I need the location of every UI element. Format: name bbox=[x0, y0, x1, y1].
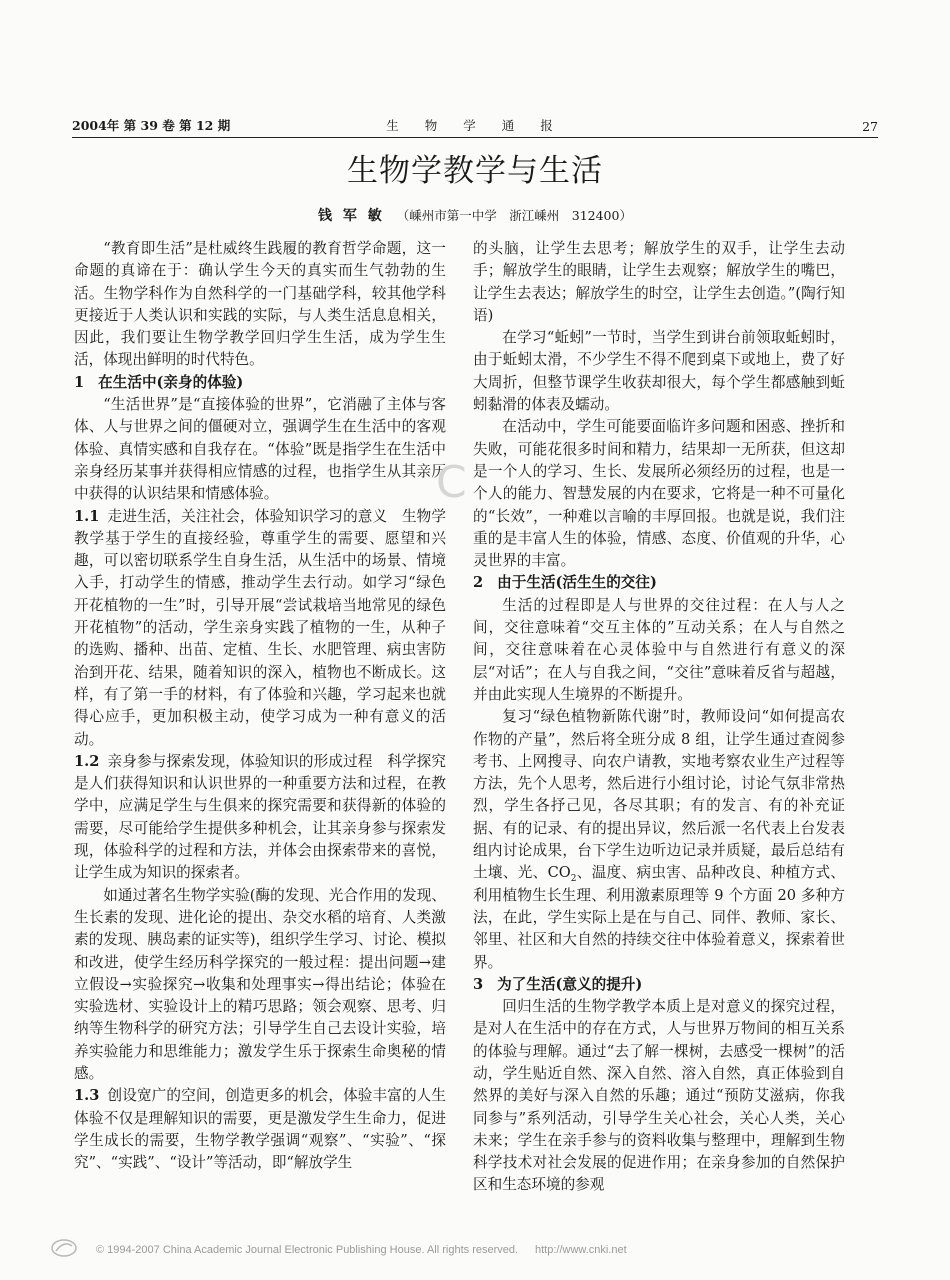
paragraph: 如通过著名生物学实验(酶的发现、光合作用的发现、生长素的发现、进化论的提出、杂交水稻的培育、人类激素的发现、胰岛素的证实等)，组织学生学习、讨论、模拟和改进，使学生经历科学探究的一般过程：提出问题→建立假设→实验探究→收集和处理事实→得出结论；体验在实验选材、实验设计上的精巧思路；领会观察、思考、归纳等生物科学的研究方法；引导学生自己去设计实验，培养实验能力和思维能力；激发学生乐于探索生命奥秘的情感。 bbox=[74, 886, 446, 1082]
subsection-text: 亲身参与探索发现，体验知识的形成过程 科学探究是人们获得知识和认识世界的一种重要方法和过程，在教学中，应满足学生与生俱来的探究需要和获得新的体验的需要，尽可能给学生提供多种机会，让其亲身参与探索发现，体验科学的过程和方法，并体会由探索带来的喜悦，让学生成为知识的探索者。 bbox=[74, 752, 446, 882]
paragraph: 在活动中，学生可能要面临许多问题和困惑、挫折和失败，可能花很多时间和精力，结果却一无所获，但这却是一个人的学习、生长、发展所必须经历的过程，也是一个人的能力、智慧发展的内在要求，它将是一种不可量化的“长效”，一种难以言喻的丰厚回报。也就是说，我们注重的是丰富人生的体验，情感、态度、价值观的升华，心灵世界的丰富。 bbox=[473, 418, 845, 570]
copyright-notice: © 1994-2007 China Academic Journal Electronic Publishing House. All rights reserved. bbox=[96, 1244, 519, 1256]
intro-paragraph: “教育即生活”是杜威终生践履的教育哲学命题，这一命题的真谛在于：确认学生今天的真实而生气勃勃的生活。生物学科作为自然科学的一门基础学科，较其他学科更接近于人类认识和实践的实际，与人类生活息息相关，因此，我们要让生物学教学回归学生生活，成为学生生活，体现出鲜明的时代特色。 bbox=[74, 240, 446, 369]
section-heading-2 bbox=[473, 572, 845, 594]
page-footer bbox=[0, 1242, 950, 1262]
section-number: 1 bbox=[74, 373, 85, 391]
article-title: 生物学教学与生活 bbox=[347, 153, 603, 189]
paragraph: 在学习“蚯蚓”一节时，当学生到讲台前领取蚯蚓时，由于蚯蚓太滑，不少学生不得不爬到桌下或地上，费了好大周折，但整节课学生收获却很大，每个学生都感触到蚯蚓黏滑的体表及蠕动。 bbox=[473, 329, 845, 414]
text-run: 复习“绿色植物新陈代谢”时，教师设问“如何提高农作物的产量”，然后将全班分成 8 组，让学生通过查阅参考书、上网搜寻、向农户请教，实地考察农业生产过程等方法，先个人思考，然后进行小组讨论，讨论气氛非常热烈，学生各抒己见，各尽其职；有的发言、有的补充证据、有的记录、有的提出异议，然后派一名代表上台发表组内讨论成果，台下学生边听边记录并质疑，最后总结有土壤、光、CO bbox=[473, 708, 845, 882]
running-header bbox=[72, 117, 878, 138]
subsection-number: 1.3 bbox=[74, 1087, 100, 1105]
paragraph bbox=[473, 706, 845, 974]
subsection-1-2 bbox=[74, 751, 446, 885]
section-title: 由于生活(活生生的交往) bbox=[497, 574, 657, 592]
section-number: 2 bbox=[473, 574, 484, 592]
subsection-1-1 bbox=[74, 506, 446, 751]
section-heading-3 bbox=[473, 974, 845, 996]
subscript: 2 bbox=[570, 874, 577, 885]
subsection-text: 创设宽广的空间，创造更多的机会，体验丰富的人生 体验不仅是理解知识的需要，更是激发学生生命力，促进学生成长的需要，生物学教学强调“观察”、“实验”、“探究”、“实践”、“设计”等活动，即“解放学生 bbox=[74, 1087, 461, 1172]
byline bbox=[0, 205, 950, 225]
author-affiliation: （嵊州市第一中学 浙江嵊州 312400） bbox=[396, 208, 632, 223]
section-title: 在生活中(亲身的体验) bbox=[98, 373, 244, 391]
cnki-watermark: C bbox=[436, 457, 467, 508]
subsection-number: 1.2 bbox=[74, 752, 100, 770]
subsection-number: 1.1 bbox=[74, 507, 100, 525]
issue-info: 2004年 第 39 卷 第 12 期 bbox=[72, 118, 231, 133]
page-number: 27 bbox=[862, 119, 878, 134]
right-column bbox=[473, 238, 845, 1197]
paragraph-continued: 的头脑，让学生去思考；解放学生的双手，让学生去动手；解放学生的眼睛，让学生去观察；解放学生的嘴巴，让学生去表达；解放学生的时空，让学生去创造。”(陶行知语) bbox=[473, 240, 845, 324]
section-heading-1 bbox=[74, 372, 446, 394]
author-name: 钱 军 敏 bbox=[318, 208, 385, 224]
footer-url[interactable]: http://www.cnki.net bbox=[535, 1244, 627, 1256]
paragraph: “生活世界”是“直接体验的世界”，它消融了主体与客体、人与世界之间的僵硬对立，强调学生在生活中的客观体验、真情实感和自我存在。“体验”既是指学生在生活中亲身经历某事并获得相应情感的过程，也指学生从其亲历中获得的认识结果和情感体验。 bbox=[74, 396, 446, 503]
section-number: 3 bbox=[473, 975, 484, 993]
paragraph: 回归生活的生物学教学本质上是对意义的探究过程，是对人在生活中的存在方式，人与世界万物间的相互关系的体验与理解。通过“去了解一棵树，去感受一棵树”的活动，学生贴近自然、深入自然、溶入自然，真正体验到自然界的美好与深入自然的乐趣；通过“预防艾滋病，你我同参与”系列活动，引导学生关心社会，关心人类，关心未来；学生在亲手参与的资料收集与整理中，理解到生物科学技术对社会发展的促进作用；在亲身参加的自然保护区和生态环境的参观 bbox=[473, 998, 845, 1194]
journal-name: 生 物 学 通 报 bbox=[386, 118, 564, 133]
text-run: 、温度、病虫害、品种改良、种植方式、利用植物生长生理、利用激素原理等 9 个方面 20 多种方法，在此，学生实际上是在与自己、同伴、教师、家长、邻里、社区和大自然的持续交往中体验着意义，探索着世界。 bbox=[473, 864, 845, 971]
subsection-1-3 bbox=[74, 1085, 461, 1174]
section-title: 为了生活(意义的提升) bbox=[497, 975, 643, 993]
subsection-text: 走进生活，关注社会，体验知识学习的意义 生物学教学基于学生的直接经验，尊重学生的需要、愿望和兴趣，可以密切联系学生自身生活，从生活中的场景、情境入手，打动学生的情感，推动学生去行动。如学习“绿色开花植物的一生”时，引导开展“尝试栽培当地常见的绿色开花植物”的活动，学生亲身实践了植物的一生，从种子的选购、播种、出苗、定植、生长、水肥管理、病虫害防治到开花、结果，随着知识的深入，植物也不断成长。这样，有了第一手的材料，有了体验和兴趣，学习起来也就得心应手，更加积极主动，使学习成为一种有意义的活动。 bbox=[74, 507, 446, 748]
cnki-logo-icon bbox=[50, 1238, 78, 1258]
left-column bbox=[74, 238, 461, 1174]
paragraph: 生活的过程即是人与世界的交往过程：在人与人之间，交往意味着“交互主体的”互动关系；在人与自然之间，交往意味着在心灵体验中与自然进行有意义的深层“对话”；在人与自我之间，“交往”意味着反省与超越，并由此实现人生境界的不断提升。 bbox=[473, 596, 845, 703]
